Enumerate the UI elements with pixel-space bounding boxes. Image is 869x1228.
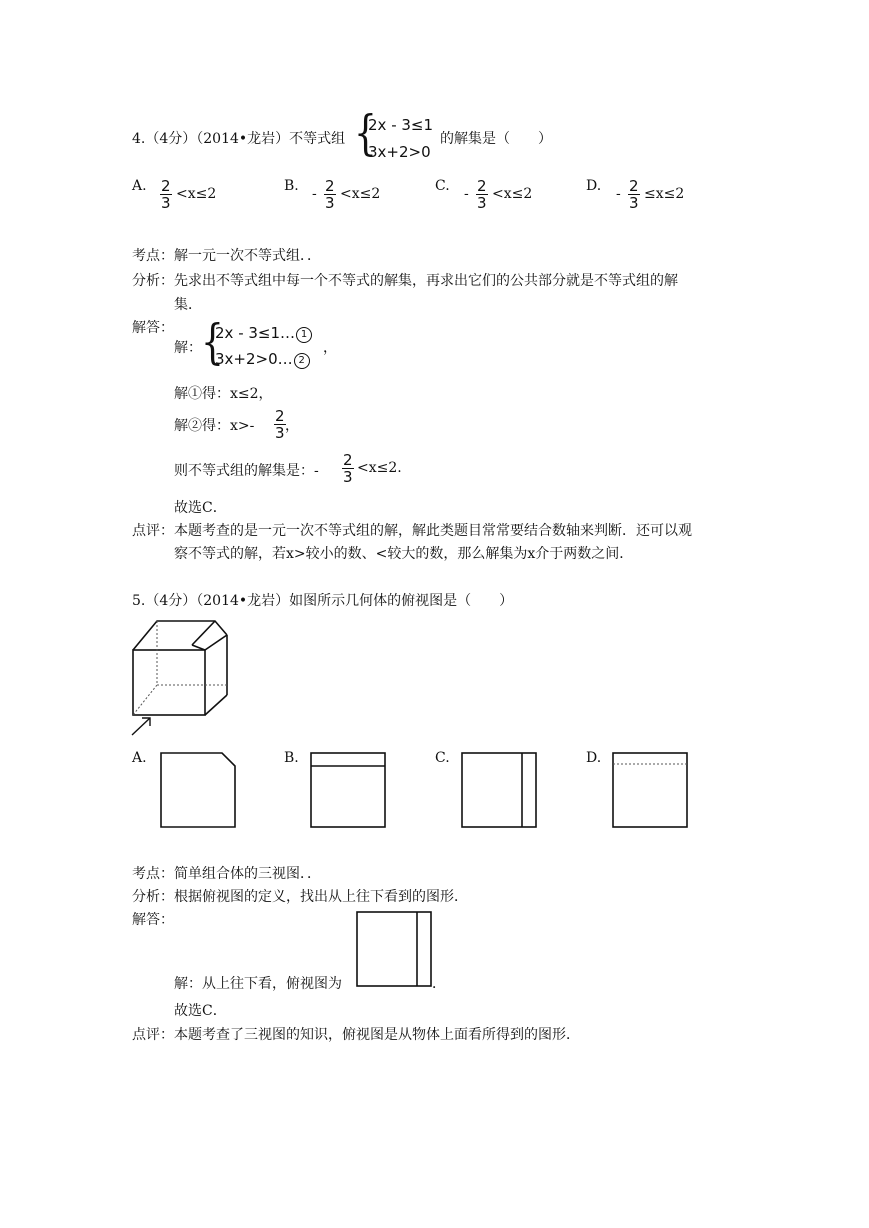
option-b-figure xyxy=(310,752,386,828)
q4-solution-comma: ， xyxy=(323,340,337,356)
option-suffix: <x≤2 xyxy=(340,186,381,202)
q4-system-line1: 2x - 3≤1 xyxy=(368,116,434,134)
q5-solid-figure xyxy=(130,615,240,740)
q4-brace: { xyxy=(354,105,377,161)
q4-fenxi-line1: 分析：先求出不等式组中每一个不等式的解集，再求出它们的公共部分就是不等式组的解 xyxy=(132,273,678,289)
option-suffix: <x≤2 xyxy=(492,186,533,202)
q4-header-suffix: 的解集是（ ） xyxy=(440,131,552,147)
q4-step3-result: <x≤2. xyxy=(357,460,402,476)
q4-step3-text: 则不等式组的解集是：- xyxy=(174,463,319,479)
q4-header-text: 4.（4分）（2014•龙岩）不等式组 xyxy=(132,131,346,147)
q4-solution-line2: 3x+2>0… 2 xyxy=(215,350,310,369)
option-prefix: - xyxy=(616,186,621,202)
q5-solution-figure xyxy=(356,911,432,987)
option-letter: A. xyxy=(132,178,147,194)
q4-solution-brace: { xyxy=(201,314,224,370)
option-a-figure xyxy=(160,752,236,828)
q5-fenxi: 分析：根据俯视图的定义，找出从上往下看到的图形． xyxy=(132,889,468,905)
q5-jieda-label: 解答： xyxy=(132,912,174,928)
option-c-figure xyxy=(461,752,537,828)
option-letter: D. xyxy=(586,750,602,766)
q4-fenxi-line2: 集． xyxy=(174,297,202,313)
option-fraction: $\frac{2}{3}$ xyxy=(161,177,171,212)
option-fraction: $\frac{2}{3}$ xyxy=(325,177,335,212)
option-letter: C. xyxy=(435,178,450,194)
q4-step3-fraction: $\frac{2}{3}$ xyxy=(343,451,353,486)
option-letter: B. xyxy=(284,178,299,194)
option-letter: B. xyxy=(284,750,299,766)
q4-dianping-line2: 察不等式的解，若x>较小的数、<较大的数，那么解集为x介于两数之间． xyxy=(174,546,634,562)
q4-dianping-line1: 点评：本题考查的是一元一次不等式组的解，解此类题目常常要结合数轴来判断．还可以观 xyxy=(132,523,692,539)
q4-system-line2: 3x+2>0 xyxy=(368,143,431,161)
q5-kaodian: 考点：简单组合体的三视图．． xyxy=(132,866,321,882)
option-suffix: ≤x≤2 xyxy=(644,186,685,202)
option-d-figure xyxy=(612,752,688,828)
q4-step2-fraction: $\frac{2}{3}$ xyxy=(275,407,285,442)
q5-header: 5.（4分）（2014•龙岩）如图所示几何体的俯视图是（ ） xyxy=(132,593,514,609)
q4-kaodian: 考点：解一元一次不等式组．． xyxy=(132,248,321,264)
q4-step2-text: 解②得：x>- xyxy=(174,418,255,434)
q4-jieda-label: 解答： xyxy=(132,320,174,336)
option-prefix: - xyxy=(464,186,469,202)
q4-choose: 故选C． xyxy=(174,500,227,516)
option-letter: A. xyxy=(132,750,147,766)
q4-step2-comma: ， xyxy=(285,418,299,434)
option-fraction: $\frac{2}{3}$ xyxy=(477,177,487,212)
option-letter: D. xyxy=(586,178,602,194)
option-letter: C. xyxy=(435,750,450,766)
q5-choose: 故选C． xyxy=(174,1003,227,1019)
q4-step1: 解①得：x≤2， xyxy=(174,386,273,402)
q5-dianping: 点评：本题考查了三视图的知识，俯视图是从物体上面看所得到的图形． xyxy=(132,1027,580,1043)
q5-solution-period: ． xyxy=(432,976,446,992)
q4-solution-line1: 2x - 3≤1… 1 xyxy=(215,324,312,343)
q5-solution-text: 解：从上往下看，俯视图为 xyxy=(174,976,342,992)
q4-solution-prefix: 解： xyxy=(174,340,202,356)
option-prefix: - xyxy=(312,186,317,202)
option-fraction: $\frac{2}{3}$ xyxy=(629,177,639,212)
option-suffix: <x≤2 xyxy=(176,186,217,202)
